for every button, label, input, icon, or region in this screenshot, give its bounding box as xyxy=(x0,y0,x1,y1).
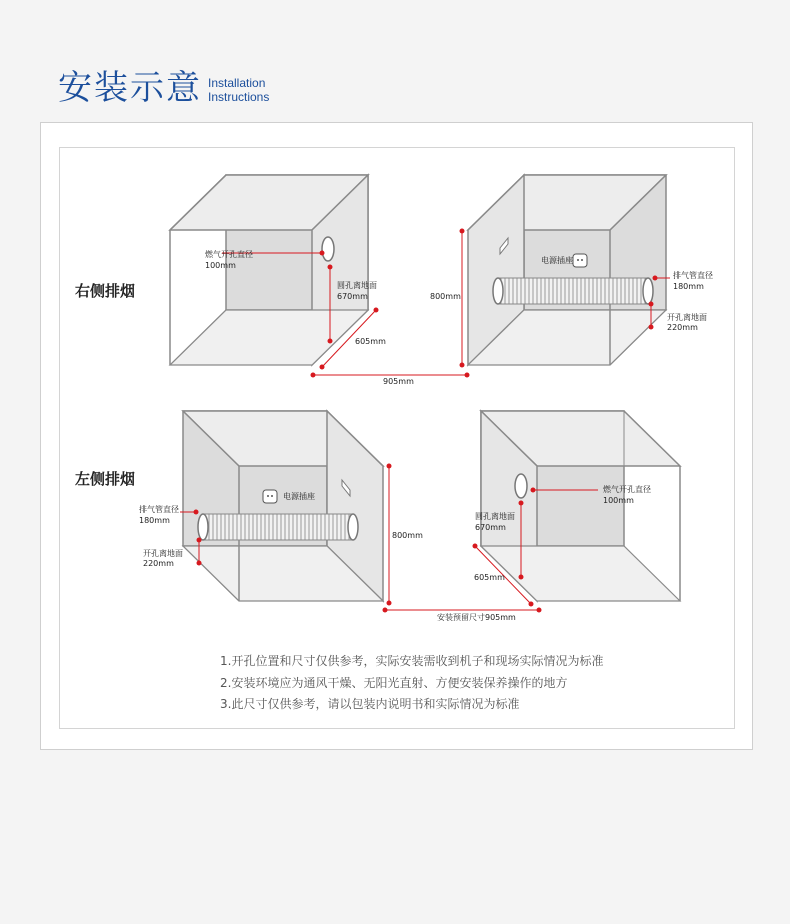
power-socket-icon xyxy=(263,490,277,503)
value-pipe-bottom: 180mm xyxy=(139,516,170,525)
value-depth-bottom: 605mm xyxy=(474,573,505,582)
value-hole-height: 670mm xyxy=(337,292,368,301)
label-opening-top: 开孔离地面 xyxy=(667,313,707,322)
label-opening-bottom: 开孔离地面 xyxy=(143,549,183,558)
label-gas-hole: 燃气开孔直径 xyxy=(205,250,253,259)
cabinet-floor xyxy=(481,546,680,601)
subtitle-line-1: Installation xyxy=(208,76,266,90)
value-pipe-top: 180mm xyxy=(673,282,704,291)
label-pipe-bottom: 排气管直径 xyxy=(139,505,179,514)
exhaust-pipe xyxy=(203,514,353,540)
value-hole-height-bottom: 670mm xyxy=(475,523,506,532)
value-gas-hole-bottom: 100mm xyxy=(603,496,634,505)
cabinet-floor xyxy=(170,310,368,365)
note-3: 3.此尺寸仅供参考，请以包装内说明书和实际情况为标准 xyxy=(220,697,520,711)
cabinet-right-exhaust-front xyxy=(460,175,671,368)
label-left-exhaust: 左侧排烟 xyxy=(75,470,136,488)
note-1: 1.开孔位置和尺寸仅供参考，实际安装需收到机子和现场实际情况为标准 xyxy=(220,654,604,668)
subtitle-line-2: Instructions xyxy=(208,90,270,104)
value-opening-bottom: 220mm xyxy=(143,559,174,568)
label-socket-bottom: 电源插座 xyxy=(283,492,315,501)
value-width-top: 905mm xyxy=(383,377,414,386)
gas-hole xyxy=(515,474,527,498)
install-notes xyxy=(220,651,680,716)
value-width-bottom: 安装预留尺寸905mm xyxy=(437,613,516,622)
power-socket-icon xyxy=(573,254,587,267)
label-hole-height-bottom: 圆孔离地面 xyxy=(475,512,515,521)
label-pipe-top: 排气管直径 xyxy=(673,271,713,280)
label-socket-top: 电源插座 xyxy=(541,256,573,265)
value-gas-hole: 100mm xyxy=(205,261,236,270)
page-title: 安装示意 xyxy=(58,68,202,108)
cabinet-right-exhaust-side xyxy=(170,175,379,370)
value-depth: 605mm xyxy=(355,337,386,346)
exhaust-pipe xyxy=(498,278,648,304)
value-height-top: 800mm xyxy=(430,292,461,301)
value-height-bottom: 800mm xyxy=(392,531,423,540)
label-right-exhaust: 右侧排烟 xyxy=(75,282,136,300)
value-opening-top: 220mm xyxy=(667,323,698,332)
gas-hole xyxy=(322,237,334,261)
label-hole-height: 圆孔离地面 xyxy=(337,281,377,290)
note-2: 2.安装环境应为通风干燥、无阳光直射、方便安装保养操作的地方 xyxy=(220,675,568,690)
label-gas-hole-bottom: 燃气开孔直径 xyxy=(603,485,651,494)
cabinet-left-exhaust-front xyxy=(180,411,392,606)
